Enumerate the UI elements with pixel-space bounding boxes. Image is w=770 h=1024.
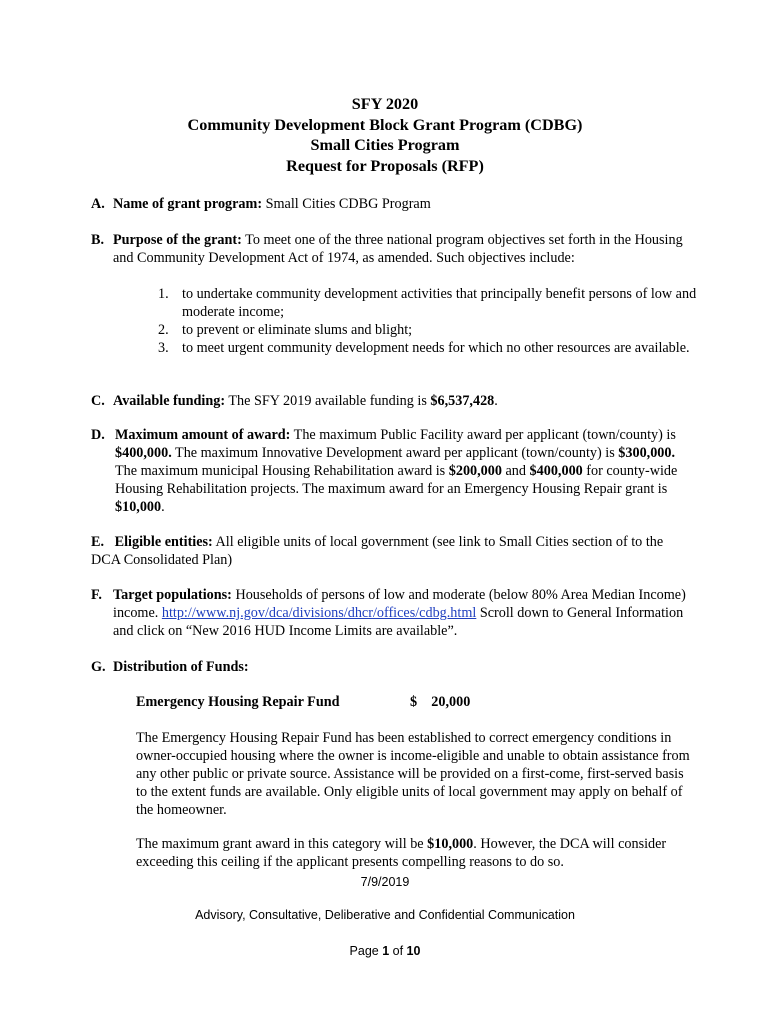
- innovative-development-amount: $300,000.: [618, 445, 676, 461]
- section-g: [91, 658, 691, 676]
- objectives-list: [158, 285, 698, 357]
- title-line-2: Community Development Block Grant Program (CDBG): [187, 115, 583, 134]
- page-current: 1: [382, 944, 390, 958]
- fund-max-text-1: The maximum grant award in this category will be: [136, 836, 428, 852]
- list-item-text: to undertake community development activities that principally benefit persons of low and moderate income;: [182, 286, 697, 320]
- section-c-text: The SFY 2019 available funding is: [225, 393, 431, 409]
- section-d-text-2: The maximum Innovative Development award per applicant (town/county) is: [171, 445, 619, 461]
- section-d-text-1: The maximum Public Facility award per applicant (town/county) is: [290, 427, 676, 443]
- fund-amount-value: 20,000: [431, 694, 471, 710]
- section-b-letter: B.: [91, 232, 105, 248]
- title-line-1: SFY 2020: [351, 95, 419, 113]
- list-item: [158, 321, 698, 339]
- list-item-number: 3.: [158, 340, 169, 356]
- list-item: [158, 285, 698, 321]
- section-d-text-5: for county-wide Housing Rehabilitation projects. The maximum award for an Emergency Housing Repair grant is: [115, 463, 678, 497]
- fund-max-amount: $10,000: [427, 836, 474, 852]
- section-d-text-4: and: [501, 463, 530, 479]
- section-c-letter: C.: [91, 393, 105, 409]
- section-d: [91, 426, 691, 516]
- fund-description: The Emergency Housing Repair Fund has been established to correct emergency conditions in owner-occupied housing where the owner is income-eligible and unable to obtain assistance from any other public or private source. Assistance will be provided on a first-come, first-served basis to the extent funds are available. Only eligible units of local government may apply on behalf of the homeowner.: [136, 730, 690, 818]
- page-total: 10: [406, 944, 421, 958]
- page-of: of: [389, 944, 407, 958]
- section-f-label: Target populations:: [113, 587, 232, 603]
- document-title: [0, 94, 770, 176]
- section-b: [91, 231, 691, 267]
- emergency-repair-amount: $10,000: [115, 499, 162, 515]
- section-g-letter: G.: [91, 659, 106, 675]
- public-facility-amount: $400,000.: [115, 445, 172, 461]
- section-f-letter: F.: [91, 587, 102, 603]
- section-a-label: Name of grant program:: [113, 196, 263, 212]
- fund-name: Emergency Housing Repair Fund: [136, 694, 340, 710]
- section-d-label: Maximum amount of award:: [115, 427, 291, 443]
- section-d-period: .: [161, 499, 165, 515]
- section-a: [91, 195, 691, 213]
- section-c-label: Available funding:: [113, 393, 226, 409]
- section-a-text: Small Cities CDBG Program: [262, 196, 431, 212]
- section-f: [91, 586, 691, 640]
- section-d-text-3: The maximum municipal Housing Rehabilitation award is: [115, 463, 449, 479]
- section-e: [91, 533, 681, 569]
- section-c-period: .: [494, 393, 498, 409]
- section-e-label: Eligible entities:: [114, 534, 213, 550]
- fund-maximum-paragraph: [136, 835, 696, 871]
- title-line-4: Request for Proposals (RFP): [286, 156, 484, 175]
- section-c: [91, 392, 691, 410]
- section-f-text-1: Households of persons of low and moderate (below 80% Area Median Income) income.: [113, 587, 686, 621]
- section-e-text: All eligible units of local government (see link to Small Cities section of to the DCA Consolidated Plan): [91, 534, 664, 568]
- available-funding-amount: $6,537,428: [430, 393, 495, 409]
- county-rehab-amount: $400,000: [529, 463, 583, 479]
- section-g-label: Distribution of Funds:: [113, 659, 249, 675]
- list-item: [158, 339, 698, 357]
- section-b-text: To meet one of the three national program objectives set forth in the Housing and Community Development Act of 1974, as amended. Such objectives include:: [113, 232, 683, 266]
- title-line-3: Small Cities Program: [310, 136, 460, 154]
- list-item-text: to prevent or eliminate slums and blight;: [182, 322, 413, 338]
- cdbg-info-link[interactable]: http://www.nj.gov/dca/divisions/dhcr/offices/cdbg.html: [161, 605, 477, 621]
- list-item-number: 2.: [158, 322, 169, 338]
- fund-max-text-2: . However, the DCA will consider exceeding this ceiling if the applicant presents compelling reasons to do so.: [136, 836, 667, 870]
- confidentiality-notice: Advisory, Consultative, Deliberative and Confidential Communication: [195, 908, 575, 922]
- page-number: [0, 942, 770, 960]
- list-item-number: 1.: [158, 286, 169, 302]
- section-d-letter: D.: [91, 427, 105, 443]
- section-a-letter: A.: [91, 196, 105, 212]
- fund-amount: [410, 693, 470, 711]
- section-b-label: Purpose of the grant:: [113, 232, 242, 248]
- section-f-text-2: Scroll down to General Information and click on “New 2016 HUD Income Limits are available”.: [113, 605, 684, 639]
- footer-date: 7/9/2019: [360, 875, 410, 889]
- page-label: Page: [349, 944, 383, 958]
- municipal-rehab-amount: $200,000: [448, 463, 502, 479]
- section-e-letter: E.: [91, 534, 105, 550]
- fund-currency: $: [410, 694, 418, 710]
- list-item-text: to meet urgent community development needs for which no other resources are available.: [182, 340, 690, 356]
